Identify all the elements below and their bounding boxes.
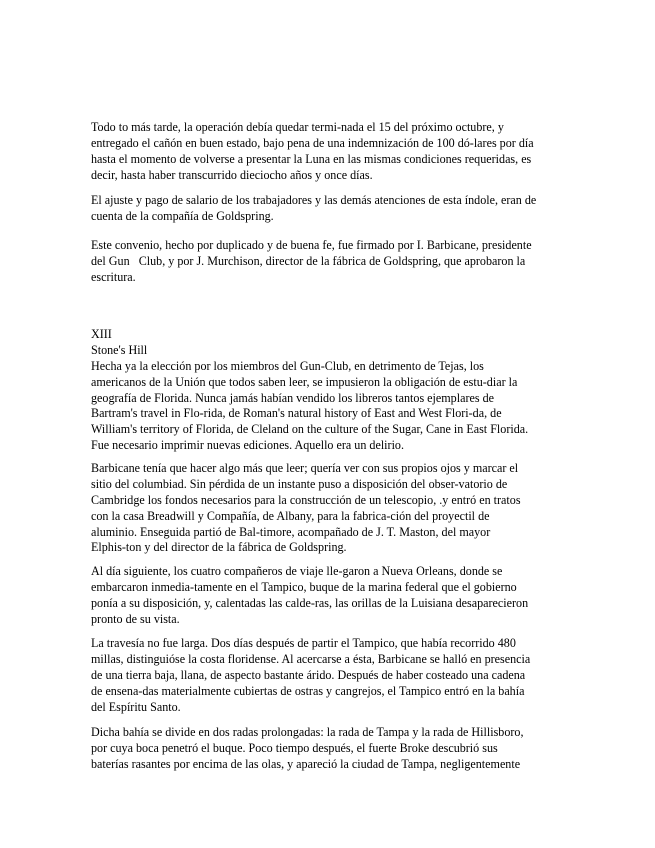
text-line: Este convenio, hecho por duplicado y de buena fe, fue firmado por I. Barbicane, presidente xyxy=(91,238,532,252)
text-line: entregado el cañón en buen estado, bajo pena de una indemnización de 100 dó-lares por día xyxy=(91,135,534,150)
paragraph-barbicane-preparations xyxy=(91,461,571,556)
paragraph-operation-deadline xyxy=(91,120,571,184)
text-line: millas, distinguióse la costa floridense. Al acercarse a ésta, Barbicane se halló en presencia xyxy=(91,651,531,666)
text-line: por cuya boca penetró el buque. Poco tiempo después, el fuerte Broke descubrió sus xyxy=(91,740,498,755)
paragraph-agreement xyxy=(91,238,571,286)
text-line: del Espíritu Santo. xyxy=(91,699,181,714)
text-line: sitio del columbiad. Sin pérdida de un instante puso a disposición del obser-vatorio de xyxy=(91,476,508,491)
paragraph-tampa-bay xyxy=(91,725,571,773)
text-line: ponía a su disposición, y, calentadas las calde-ras, las orillas de la Luisiana desaparecieron xyxy=(91,595,529,610)
text-line: baterías rasantes por encima de las olas, y apareció la ciudad de Tampa, negligentemente xyxy=(91,756,521,771)
text-line: Dicha bahía se divide en dos radas prolongadas: la rada de Tampa y la rada de Hillisboro, xyxy=(91,725,524,739)
text-line: Fue necesario imprimir nuevas ediciones. Aquello era un delirio. xyxy=(91,438,405,453)
text-line: Al día siguiente, los cuatro compañeros de viaje lle-garon a Nueva Orleans, donde se xyxy=(91,564,503,578)
chapter-number: XIII xyxy=(91,327,112,341)
chapter-title: Stone's Hill xyxy=(91,342,148,357)
text-line: Cambridge los fondos necesarios para la construcción de un telescopio, .y entró en tratos xyxy=(91,492,521,507)
text-line: de ensena-das materialmente cubiertas de ostras y cangrejos, el Tampico entró en la bahía xyxy=(91,683,525,698)
text-line: americanos de la Unión que todos saben leer, se impusieron la obligación de estu-diar la xyxy=(91,374,518,389)
text-line: El ajuste y pago de salario de los trabajadores y las demás atenciones de esta índole, eran de xyxy=(91,193,537,207)
text-line: Todo to más tarde, la operación debía quedar termi-nada el 15 del próximo octubre, y xyxy=(91,120,504,134)
text-line: hasta el momento de volverse a presentar la Luna en las mismas condiciones requeridas, es xyxy=(91,151,532,166)
text-line: de una tierra baja, llana, de aspecto bastante árido. Después de haber costeado una cadena xyxy=(91,667,526,682)
chapter-xiii-section xyxy=(91,327,571,454)
text-line: del Gun Club, y por J. Murchison, director de la fábrica de Goldspring, que aprobaron la xyxy=(91,253,526,268)
text-line: Bartram's travel in Flo-rida, de Roman's natural history of East and West Flori-da, de xyxy=(91,406,502,421)
text-line: Hecha ya la elección por los miembros del Gun-Club, en detrimento de Tejas, los xyxy=(91,358,484,373)
text-line: aluminio. Enseguida partió de Bal-timore, acompañado de J. T. Maston, del mayor xyxy=(91,524,491,539)
paragraph-journey-new-orleans xyxy=(91,564,571,628)
text-line: William's territory of Florida, de Cleland on the culture of the Sugar, Cane in East Florida. xyxy=(91,422,529,437)
text-line: geografía de Florida. Nunca jamás habían vendido los libreros tantos ejemplares de xyxy=(91,390,494,405)
text-line: cuenta de la compañía de Goldspring. xyxy=(91,208,274,223)
text-line: Elphis-ton y del director de la fábrica de Goldspring. xyxy=(91,540,347,555)
text-line: pronto de su vista. xyxy=(91,611,180,626)
text-line: decir, hasta haber transcurrido dieciocho años y once días. xyxy=(91,167,373,182)
paragraph-salary xyxy=(91,193,571,225)
text-line: con la casa Breadwill y Compañía, de Albany, para la fabrica-ción del proyectil de xyxy=(91,508,490,523)
text-line: Barbicane tenía que hacer algo más que leer; quería ver con sus propios ojos y marcar el xyxy=(91,461,519,475)
text-line: escritura. xyxy=(91,269,136,284)
paragraph-crossing xyxy=(91,636,571,715)
text-line: La travesía no fue larga. Dos días después de partir el Tampico, que había recorrido 480 xyxy=(91,636,516,650)
text-line: embarcaron inmedia-tamente en el Tampico, buque de la marina federal que el gobierno xyxy=(91,579,517,594)
